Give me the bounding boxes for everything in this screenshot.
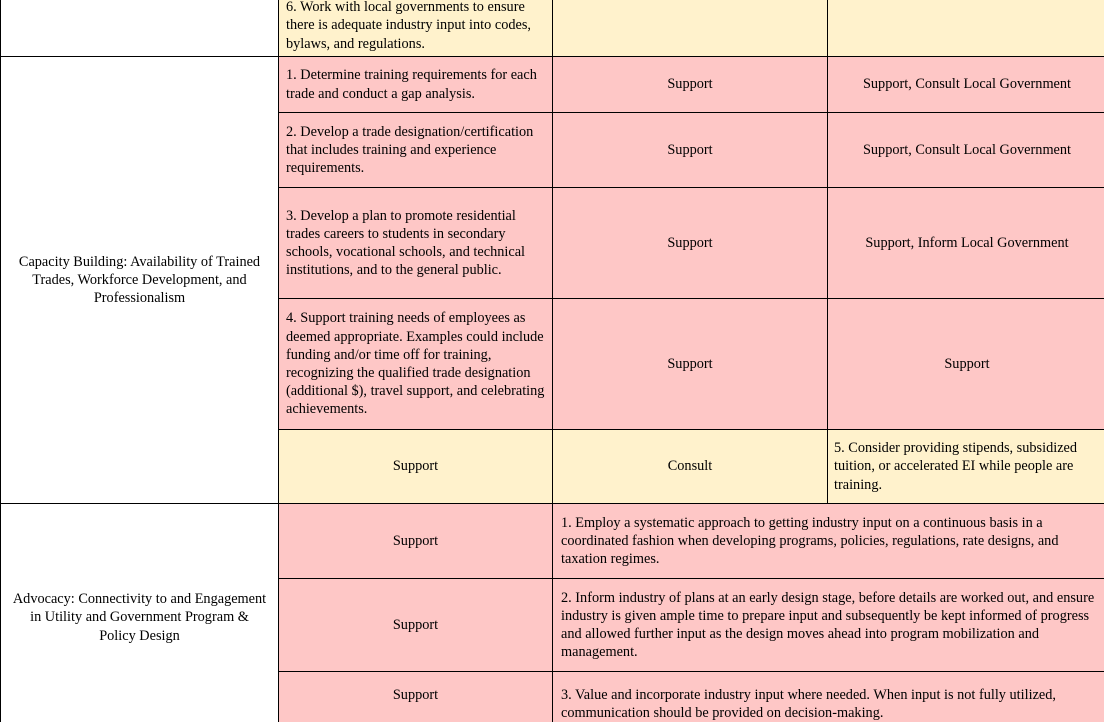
category-cell-capacity-building bbox=[1, 57, 279, 504]
role-cell bbox=[553, 188, 828, 299]
action-cell bbox=[279, 57, 553, 113]
category-label: Advocacy: Connectivity to and Engagement in Utility and Government Program & Policy Design bbox=[12, 591, 267, 644]
table-row bbox=[1, 57, 1104, 113]
role-text: Support bbox=[392, 458, 439, 475]
role-text: Support bbox=[392, 687, 439, 703]
action-text: 1. Determine training requirements for each trade and conduct a gap analysis. bbox=[286, 67, 537, 102]
role-cell bbox=[279, 430, 553, 504]
action-cell bbox=[279, 113, 553, 188]
role-cell bbox=[828, 57, 1104, 113]
action-cell bbox=[279, 299, 553, 430]
role-cell bbox=[553, 113, 828, 188]
role-text: Support, Consult Local Government bbox=[862, 76, 1072, 93]
action-text: 5. Consider providing stipends, subsidized tuition, or accelerated EI while people are training. bbox=[834, 440, 1078, 493]
category-label: Capacity Building: Availability of Trained Trades, Workforce Development, and Professionalism bbox=[18, 253, 261, 307]
action-cell-wide bbox=[553, 504, 1104, 579]
action-text: 3. Develop a plan to promote residential trades careers to students in secondary schools, vocational schools, and technical institutions, and to the general public. bbox=[286, 207, 526, 279]
action-text: 2. Inform industry of plans at an early design stage, before details are worked out, and ensure industry is given ample time to prepare input and subsequently be kept informed of progress and allowed further input as the design moves ahead into program mobilization and management. bbox=[561, 589, 1095, 661]
role-text: Support bbox=[667, 141, 713, 158]
action-text: 3. Value and incorporate industry input where needed. When input is not fully utilized, communication should be provided on decision-making. bbox=[561, 687, 1056, 722]
table-row bbox=[1, 0, 1104, 57]
role-text: Support bbox=[944, 355, 990, 372]
role-text: Support bbox=[667, 234, 713, 251]
role-text: Support, Consult Local Government bbox=[862, 141, 1072, 158]
action-cell-wide bbox=[553, 579, 1104, 672]
role-text: Support bbox=[667, 355, 713, 372]
category-cell-advocacy bbox=[1, 504, 279, 722]
action-cell bbox=[828, 430, 1104, 504]
role-cell bbox=[828, 188, 1104, 299]
role-cell bbox=[828, 113, 1104, 188]
role-cell bbox=[279, 672, 553, 722]
role-cell bbox=[553, 0, 828, 57]
table-row bbox=[1, 504, 1104, 579]
role-text: Support, Inform Local Government bbox=[865, 234, 1069, 251]
category-cell-empty bbox=[1, 0, 279, 57]
role-cell bbox=[828, 299, 1104, 430]
role-cell bbox=[279, 504, 553, 579]
action-text: 2. Develop a trade designation/certification that includes training and experience requirements. bbox=[286, 123, 534, 177]
role-text: Support bbox=[392, 532, 439, 549]
role-cell bbox=[279, 579, 553, 672]
action-text: 6. Work with local governments to ensure there is adequate industry input into codes, bylaws, and regulations. bbox=[286, 0, 531, 52]
action-cell bbox=[279, 188, 553, 299]
role-cell bbox=[553, 299, 828, 430]
role-cell bbox=[553, 430, 828, 504]
action-cell bbox=[279, 0, 553, 57]
role-text: Support bbox=[392, 616, 439, 633]
role-cell bbox=[828, 0, 1104, 57]
action-text: 4. Support training needs of employees as deemed appropriate. Examples could include funding and/or time off for training, recognizing the qualified trade designation (additional $), travel support, and celebrating achievements. bbox=[286, 310, 545, 418]
action-text: 1. Employ a systematic approach to getting industry input on a continuous basis in a coordinated fashion when developing programs, policies, regulations, rate designs, and taxation regimes. bbox=[561, 514, 1059, 568]
role-cell bbox=[553, 57, 828, 113]
role-text: Support bbox=[667, 76, 713, 93]
action-cell-wide bbox=[553, 672, 1104, 722]
role-text: Consult bbox=[667, 458, 713, 475]
